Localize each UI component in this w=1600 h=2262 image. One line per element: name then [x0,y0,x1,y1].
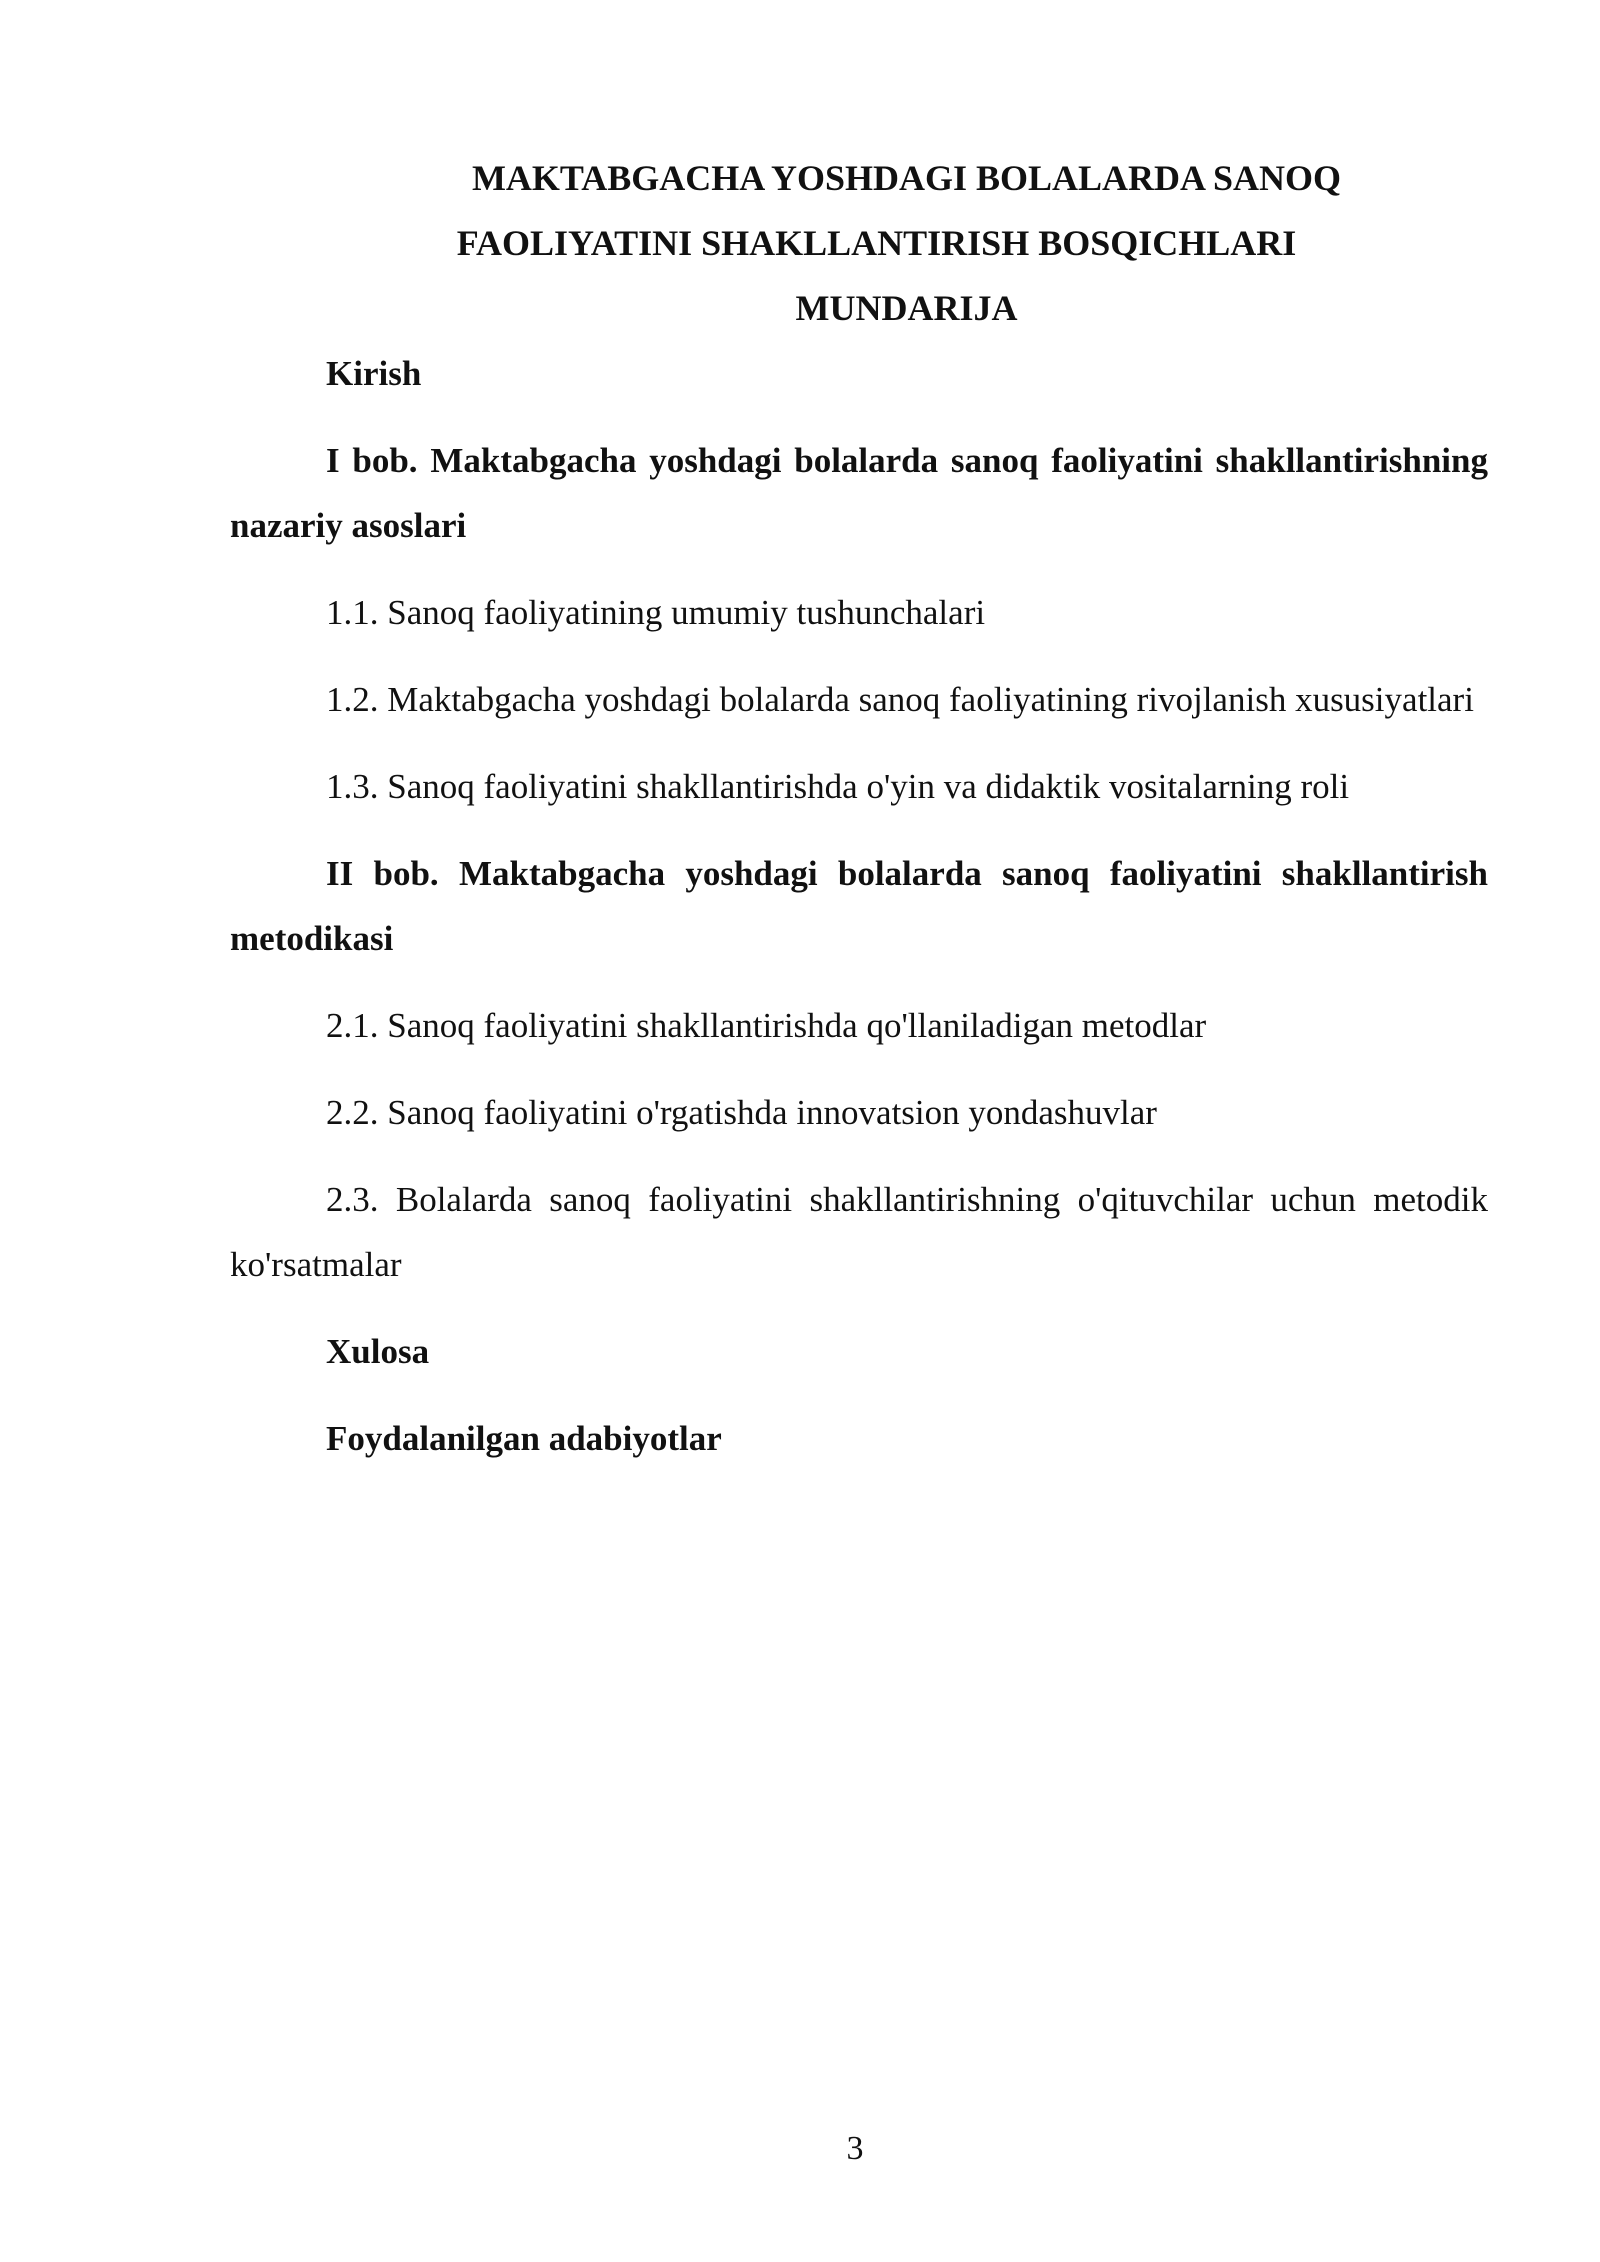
document-title-line-2: FAOLIYATINI SHAKLLANTIRISH BOSQICHLARI [456,223,1297,263]
toc-heading: MUNDARIJA [795,288,1018,328]
toc-entry-chapter-2: II bob. Maktabgacha yoshdagi bolalarda sanoq faoliyatini shakllantirish metodikasi [230,854,1488,958]
toc-list [230,341,1488,1471]
toc-entry-kirish: Kirish [326,354,422,393]
toc-entry-section-1-1: 1.1. Sanoq faoliyatining umumiy tushunchalari [326,593,986,632]
toc-entry-xulosa: Xulosa [326,1332,430,1371]
page-number: 3 [846,2130,864,2167]
toc-entry-chapter-1: I bob. Maktabgacha yoshdagi bolalarda sanoq faoliyatini shakllantirishning nazariy asoslari [230,441,1488,545]
document-title-line-1: MAKTABGACHA YOSHDAGI BOLALARDA SANOQ [471,158,1342,198]
toc-entry-adabiyotlar: Foydalanilgan adabiyotlar [326,1419,722,1458]
toc-entry-section-2-2: 2.2. Sanoq faoliyatini o'rgatishda innovatsion yondashuvlar [326,1093,1157,1132]
toc-entry-section-2-3: 2.3. Bolalarda sanoq faoliyatini shakllantirishning o'qituvchilar uchun metodik ko'rsatmalar [230,1180,1488,1284]
toc-entry-section-1-3: 1.3. Sanoq faoliyatini shakllantirishda o'yin va didaktik vositalarning roli [326,767,1350,806]
toc-entry-section-1-2: 1.2. Maktabgacha yoshdagi bolalarda sanoq faoliyatining rivojlanish xususiyatlari [326,680,1474,719]
page-content [230,146,1488,1493]
toc-entry-section-2-1: 2.1. Sanoq faoliyatini shakllantirishda qo'llaniladigan metodlar [326,1006,1207,1045]
